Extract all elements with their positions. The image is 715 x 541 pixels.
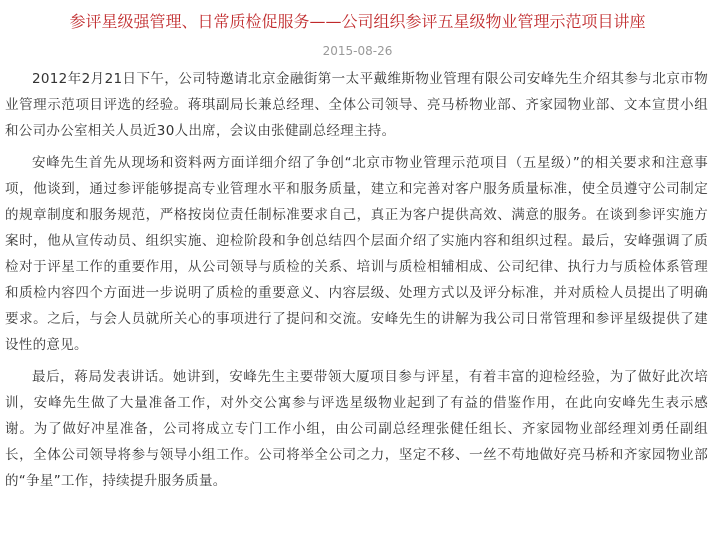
article-date: 2015-08-26 (322, 44, 393, 58)
article-paragraph: 2012年2月21日下午，公司特邀请北京金融街第一太平戴维斯物业管理有限公司安峰先生介绍其参与北京市物业管理示范项目评选的经验。蒋琪副局长兼总经理、全体公司领导、亮马桥物业部、齐家园物业部、文本宣贯小组和公司办公室相关人员近30人出席，会议由张健副总经理主持。 (5, 71, 708, 139)
article-paragraph: 安峰先生首先从现场和资料两方面详细介绍了争创“北京市物业管理示范项目（五星级）”的相关要求和注意事项，他谈到，通过参评能够提高专业管理水平和服务质量，建立和完善对客户服务质量标准，使全员遵守公司制定的规章制度和服务规范，严格按岗位责任制标准要求自己，真正为客户提供高效、满意的服务。在谈到参评实施方案时，他从宣传动员、组织实施、迎检阶段和争创总结四个层面介绍了实施内容和组织过程。最后，安峰强调了质检对于评星工作的重要作用，从公司领导与质检的关系、培训与质检相辅相成、公司纪律、执行力与质检体系管理和质检内容四个方面进一步说明了质检的重要意义、内容层级、处理方式以及评分标准，并对质检人员提出了明确要求。之后，与会人员就所关心的事项进行了提问和交流。安峰先生的讲解为我公司日常管理和参评星级提供了建设性的意见。 (5, 155, 708, 353)
article-title: 参评星级强管理、日常质检促服务——公司组织参评五星级物业管理示范项目讲座 (69, 12, 646, 31)
article-paragraph: 最后，蒋局发表讲话。她讲到，安峰先生主要带领大厦项目参与评星，有着丰富的迎检经验，为了做好此次培训，安峰先生做了大量准备工作，对外交公寓参与评选星级物业起到了有益的借鉴作用，在此向安峰先生表示感谢。为了做好冲星准备，公司将成立专门工作小组，由公司副总经理张健任组长、齐家园物业部经理刘勇任副组长，全体公司领导将参与领导小组工作。公司将举全公司之力，坚定不移、一丝不苟地做好亮马桥和齐家园物业部的“争星”工作，持续提升服务质量。 (5, 369, 708, 489)
article-body (5, 66, 708, 500)
